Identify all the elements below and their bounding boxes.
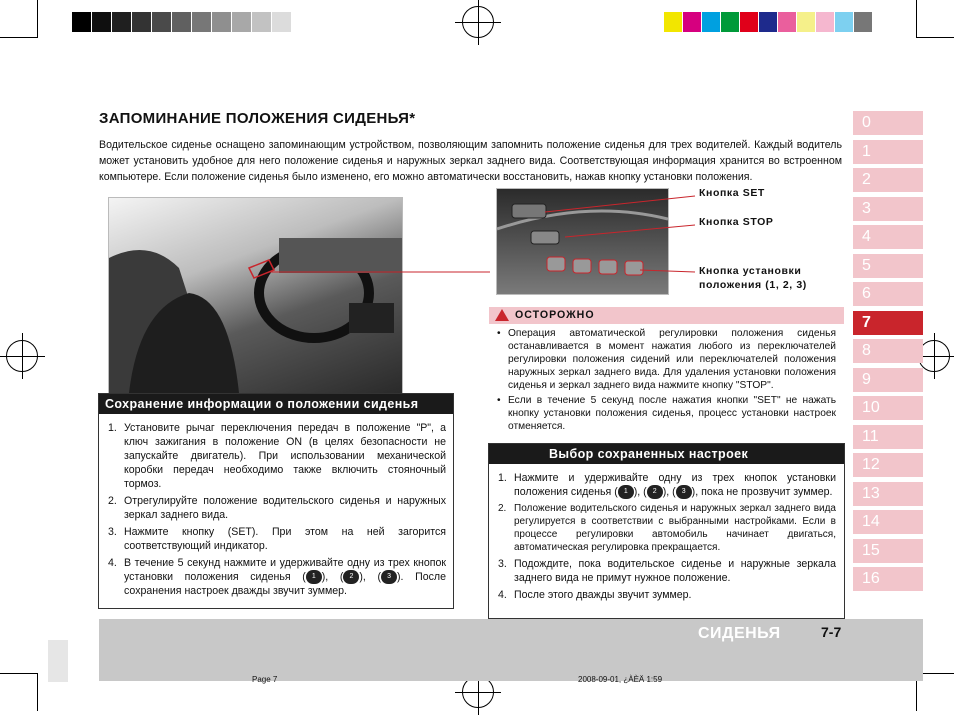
recall-steps	[489, 464, 844, 602]
chapter-tab-5[interactable]: 5	[853, 254, 923, 278]
callout-memory-buttons: Кнопка установки положения (1, 2, 3)	[699, 265, 807, 291]
save-settings-title: Сохранение информации о положении сиденья	[99, 394, 453, 414]
footer-section-name: СИДЕНЬЯ	[698, 625, 781, 642]
footer-bar	[99, 619, 923, 681]
list-item: 2. Положение водительского сиденья и наружных зеркал заднего вида регулируется в соответствии с выбранными настройками. Если в процессе регулировки автомобиль начинает двигаться, автоматическая регулировка прекращается.	[498, 503, 836, 554]
warning-header	[489, 307, 844, 324]
chapter-tab-11[interactable]: 11	[853, 425, 923, 449]
list-item: 1. Установите рычаг переключения передач в положение "P", а ключ зажигания в положение ON (в целях безопасности не запускайте двигатель). При использовании механической коробки передач необходимо также включить стояночный тормоз.	[108, 422, 446, 490]
chapter-tab-8[interactable]: 8	[853, 339, 923, 363]
chapter-tab-7[interactable]: 7	[853, 311, 923, 335]
chapter-tab-9[interactable]: 9	[853, 368, 923, 392]
memory-button-1-icon: 1	[618, 485, 634, 499]
list-item: 1. Нажмите и удерживайте одну из трех кнопок установки положения сиденья ( 1 ), ( 2 ), ( 3 ), пока не прозвучит зуммер.	[498, 472, 836, 498]
chapter-tab-4[interactable]: 4	[853, 225, 923, 249]
chapter-tab-10[interactable]: 10	[853, 396, 923, 420]
intro-paragraph: Водительское сиденье оснащено запоминающим устройством, позволяющим запомнить положение сиденья для трех водителей. Каждый водитель может установить удобное для него положение сиденья и наружных зеркал заднего вида. Соответствующая информация хранится во встроенном компьютере. Если положение сиденья было изменено, его можно автоматически восстановить, нажав кнопку установки положения.	[99, 139, 842, 183]
list-item: 3. Нажмите кнопку (SET). При этом на ней загорится соответствующий индикатор.	[108, 526, 446, 552]
chapter-tab-0[interactable]: 0	[853, 111, 923, 135]
memory-button-2-icon: 2	[343, 570, 359, 584]
save-settings-box	[98, 393, 454, 609]
warning-item: • Если в течение 5 секунд после нажатия кнопки "SET" не нажать кнопку установки положения сиденья, процесс установки настроек отменяется.	[497, 395, 836, 432]
warning-list	[494, 327, 836, 435]
warning-icon	[495, 309, 509, 321]
callout-stop: Кнопка STOP	[699, 216, 774, 228]
warning-title: ОСТОРОЖНО	[515, 309, 595, 321]
warning-item: • Операция автоматической регулировки положения сиденья останавливается в момент нажатия любого из переключателей регулировки положения сидений или переключателей положения наружных зеркал заднего вида. Для удаления установки положения сиденья и зеркал заднего вида нажмите кнопку "STOP".	[497, 328, 836, 391]
chapter-tab-14[interactable]: 14	[853, 510, 923, 534]
list-item: 4. В течение 5 секунд нажмите и удерживайте одну из трех кнопок установки положения сиденья ( 1 ), ( 2 ), ( 3 ). После сохранения настроек дважды звучит зуммер.	[108, 557, 446, 598]
chapter-tab-6[interactable]: 6	[853, 282, 923, 306]
memory-button-3-icon: 3	[381, 570, 397, 584]
memory-button-3-icon: 3	[676, 485, 692, 499]
list-item: 2. Отрегулируйте положение водительского сиденья и наружных зеркал заднего вида.	[108, 495, 446, 521]
callout-set: Кнопка SET	[699, 187, 765, 199]
page-number: 7-7	[821, 624, 842, 640]
chapter-tab-15[interactable]: 15	[853, 539, 923, 563]
print-timestamp: 2008-09-01, ¿ÀÈÄ 1:59	[578, 675, 663, 684]
chapter-tab-3[interactable]: 3	[853, 197, 923, 221]
memory-button-2-icon: 2	[647, 485, 663, 499]
chapter-tab-2[interactable]: 2	[853, 168, 923, 192]
list-item: 4. После этого дважды звучит зуммер.	[498, 589, 692, 602]
chapter-tab-12[interactable]: 12	[853, 453, 923, 477]
page-title: ЗАПОМИНАНИЕ ПОЛОЖЕНИЯ СИДЕНЬЯ*	[99, 110, 416, 127]
memory-button-1-icon: 1	[306, 570, 322, 584]
print-page-label: Page 7	[252, 675, 278, 684]
chapter-tab-13[interactable]: 13	[853, 482, 923, 506]
recall-settings-title: Выбор сохраненных настроек	[489, 444, 844, 464]
list-item: 3. Подождите, пока водительское сиденье и наружные зеркала заднего вида не примут нужное положение.	[498, 558, 836, 585]
save-steps	[99, 414, 453, 598]
chapter-tab-16[interactable]: 16	[853, 567, 923, 591]
recall-settings-box	[488, 443, 845, 619]
chapter-tab-1[interactable]: 1	[853, 140, 923, 164]
